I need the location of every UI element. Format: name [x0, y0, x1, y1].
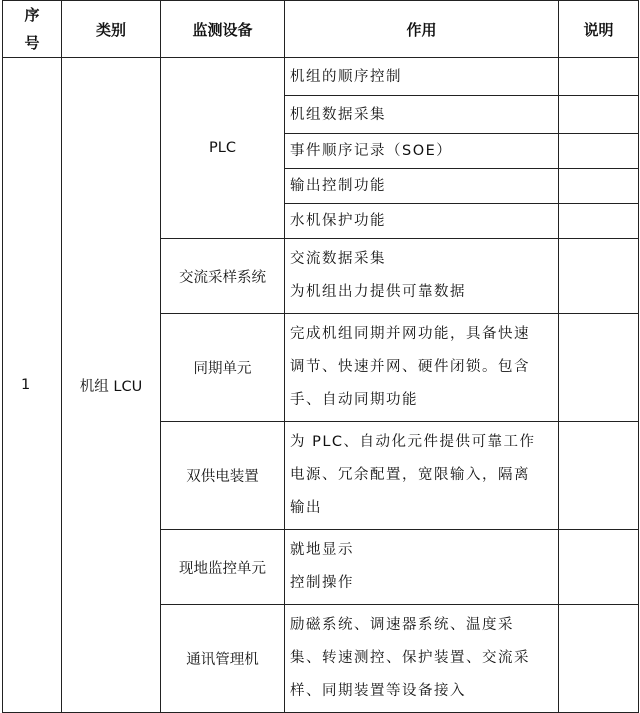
- function-line: 励磁系统、调速器系统、温度采: [290, 617, 514, 633]
- function-line: 调节、快速并网、硬件闭锁。包含: [290, 359, 530, 375]
- function-cell: 输出控制功能: [285, 169, 559, 204]
- device-cell-dual-power: 双供电装置: [161, 422, 285, 530]
- note-cell: [559, 169, 639, 204]
- device-cell-local-monitor: 现地监控单元: [161, 530, 285, 605]
- header-category: 类别: [62, 1, 161, 58]
- function-cell: [285, 605, 559, 713]
- function-line: 为机组出力提供可靠数据: [290, 284, 466, 300]
- category-cell: 机组 LCU: [62, 58, 161, 713]
- note-cell: [559, 58, 639, 96]
- device-cell-sync-unit: 同期单元: [161, 314, 285, 422]
- note-cell: [559, 239, 639, 314]
- header-row: [3, 1, 639, 58]
- function-cell: 机组的顺序控制: [285, 58, 559, 96]
- function-line: 手、自动同期功能: [290, 392, 418, 408]
- note-cell: [559, 134, 639, 169]
- function-line: 为 PLC、自动化元件提供可靠工作: [290, 434, 536, 450]
- table-row: [3, 58, 639, 96]
- function-cell: [285, 314, 559, 422]
- header-seq-line2: 号: [24, 34, 40, 52]
- function-cell: 事件顺序记录（SOE）: [285, 134, 559, 169]
- seq-cell: 1: [3, 58, 62, 713]
- header-note: 说明: [559, 1, 639, 58]
- note-cell: [559, 96, 639, 134]
- note-cell: [559, 530, 639, 605]
- function-line: 就地显示: [290, 542, 354, 558]
- function-cell: [285, 422, 559, 530]
- header-device: 监测设备: [161, 1, 285, 58]
- function-cell: 水机保护功能: [285, 204, 559, 239]
- note-cell: [559, 314, 639, 422]
- device-cell-ac-sampling: 交流采样系统: [161, 239, 285, 314]
- function-line: 控制操作: [290, 575, 354, 591]
- function-line: 输出: [290, 500, 322, 516]
- function-line: 完成机组同期并网功能，具备快速: [290, 326, 530, 342]
- equipment-table: [2, 0, 639, 713]
- note-cell: [559, 204, 639, 239]
- function-line: 集、转速测控、保护装置、交流采: [290, 650, 530, 666]
- function-cell: [285, 530, 559, 605]
- header-seq-line1: 序: [24, 6, 40, 24]
- device-cell-comm-manager: 通讯管理机: [161, 605, 285, 713]
- header-seq: [3, 1, 62, 58]
- header-function: 作用: [285, 1, 559, 58]
- function-line: 样、同期装置等设备接入: [290, 683, 466, 699]
- note-cell: [559, 605, 639, 713]
- note-cell: [559, 422, 639, 530]
- function-cell: 机组数据采集: [285, 96, 559, 134]
- function-line: 电源、冗余配置，宽限输入，隔离: [290, 467, 530, 483]
- function-cell: [285, 239, 559, 314]
- device-cell-plc: PLC: [161, 58, 285, 239]
- function-line: 交流数据采集: [290, 251, 386, 267]
